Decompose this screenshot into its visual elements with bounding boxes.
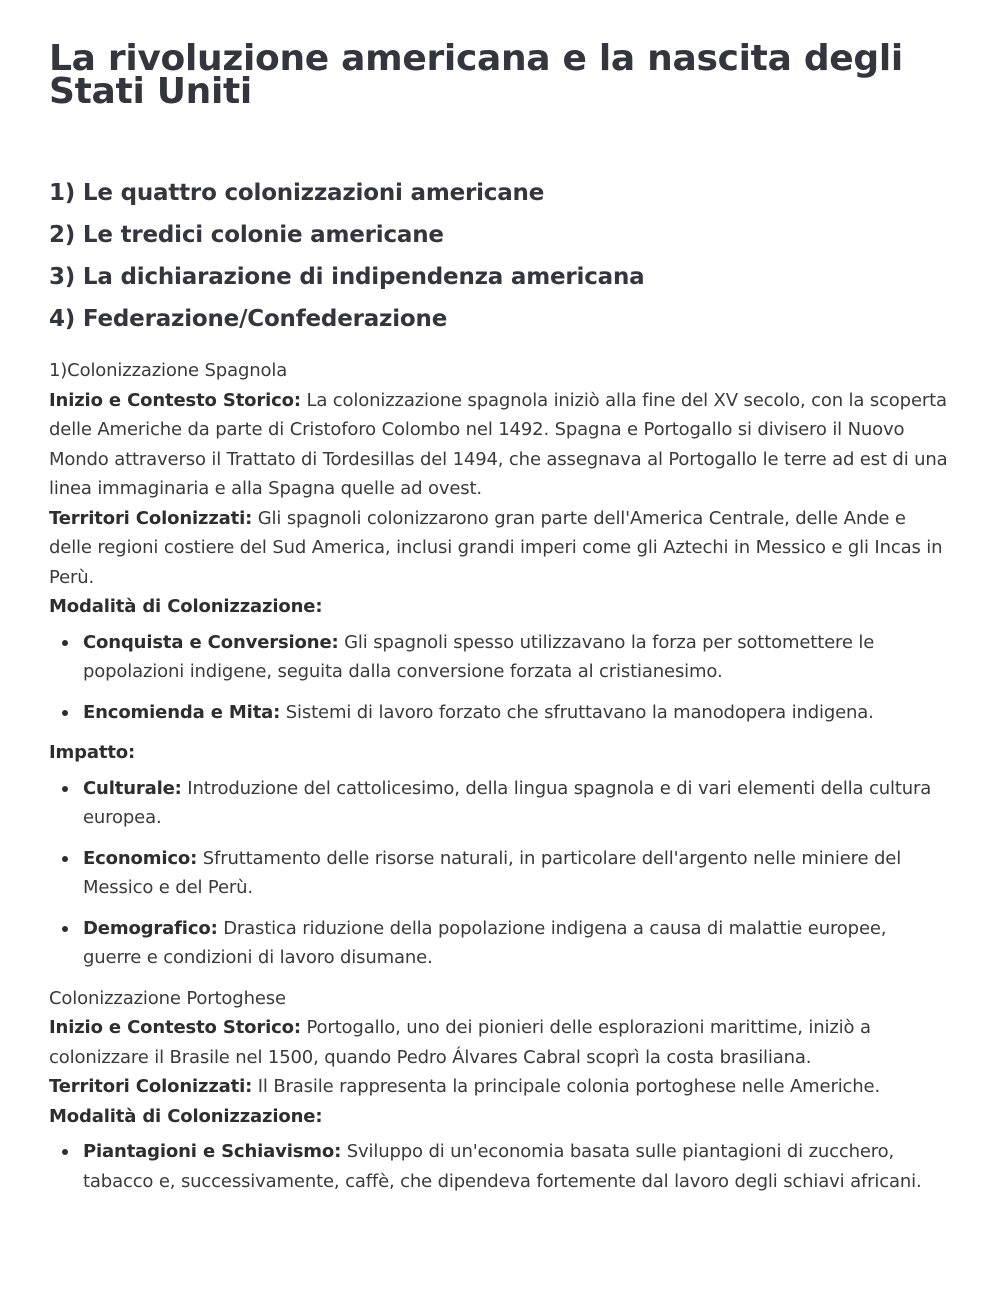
list-item (83, 914, 948, 973)
page-title: La rivoluzione americana e la nascita degli Stati Uniti (49, 38, 903, 112)
section-heading: 1)Colonizzazione Spagnola (49, 360, 288, 381)
toc-item: 3) La dichiarazione di indipendenza americana (49, 264, 645, 290)
bold-label: Modalità di Colonizzazione: (49, 596, 323, 617)
list-item-text: Gli spagnoli spesso utilizzavano la forza per sottomettere le popolazioni indigene, seguita dalla conversione forzata al cristianesimo. (83, 631, 875, 682)
list-item (83, 844, 948, 903)
paragraph-text: Portogallo, uno dei pionieri delle esplorazioni marittime, iniziò a colonizzare il Brasile nel 1500, quando Pedro Álvares Cabral scoprì la costa brasiliana. (49, 1017, 871, 1068)
bold-label: Economico: (83, 847, 198, 869)
bullet-list-modalita (49, 628, 948, 728)
paragraph-text: Il Brasile rappresenta la principale colonia portoghese nelle Americhe. (252, 1076, 881, 1097)
bold-label: Territori Colonizzati: (49, 507, 253, 529)
bold-label: Modalità di Colonizzazione: (49, 1105, 323, 1127)
bold-label: Conquista e Conversione: (83, 631, 339, 653)
list-item-text: Sfruttamento delle risorse naturali, in particolare dell'argento nelle miniere del Messico e del Perù. (83, 847, 902, 898)
section-portuguese-colonization (49, 984, 948, 1197)
paragraph-text: La colonizzazione spagnola iniziò alla fine del XV secolo, con la scoperta delle Americhe da parte di Cristoforo Colombo nel 1492. Spagna e Portogallo si divisero il Nuovo Mondo attraverso il Trattato di Tordesillas del 1494, che assegnava al Portogallo le terre ad est di una linea immaginaria e alla Spagna quelle ad ovest. (49, 389, 948, 499)
list-item (83, 1137, 948, 1196)
bold-label: Impatto: (49, 742, 136, 763)
subheading-impatto (49, 738, 948, 768)
toc-item: 1) Le quattro colonizzazioni americane (49, 180, 545, 206)
bold-label: Inizio e Contesto Storico: (49, 389, 301, 411)
list-item-text: Introduzione del cattolicesimo, della lingua spagnola e di vari elementi della cultura europea. (83, 777, 932, 828)
list-item-text: Sistemi di lavoro forzato che sfruttavano la manodopera indigena. (280, 701, 874, 723)
bold-label: Inizio e Contesto Storico: (49, 1017, 301, 1038)
bold-label: Piantagioni e Schiavismo: (83, 1141, 342, 1162)
section-spanish-colonization (49, 356, 948, 973)
bullet-list-modalita (49, 1137, 948, 1196)
bullet-list-impatto (49, 774, 948, 973)
list-item-text: Sviluppo di un'economia basata sulle piantagioni di zucchero, tabacco e, successivamente, caffè, che dipendeva fortemente dal lavoro degli schiavi africani. (83, 1141, 922, 1192)
subheading-modalita (49, 1102, 948, 1132)
bold-label: Culturale: (83, 777, 182, 799)
toc-item: 2) Le tredici colonie americane (49, 222, 444, 248)
bold-label: Territori Colonizzati: (49, 1076, 253, 1097)
paragraph-territori (49, 1072, 948, 1102)
document-body (49, 356, 948, 1196)
list-item (83, 774, 948, 833)
subheading-modalita (49, 592, 948, 622)
paragraph-territori (49, 504, 948, 593)
paragraph-inizio (49, 386, 948, 504)
toc-item: 4) Federazione/Confederazione (49, 306, 448, 332)
list-item-text: Drastica riduzione della popolazione indigena a causa di malattie europee, guerre e condizioni di lavoro disumane. (83, 917, 887, 968)
table-of-contents (49, 172, 948, 340)
paragraph-text: Gli spagnoli colonizzarono gran parte dell'America Centrale, delle Ande e delle regioni costiere del Sud America, inclusi grandi imperi come gli Aztechi in Messico e gli Incas in Perù. (49, 507, 943, 588)
bold-label: Demografico: (83, 917, 218, 939)
list-item (83, 628, 948, 687)
list-item (83, 698, 948, 728)
section-heading: Colonizzazione Portoghese (49, 987, 286, 1009)
bold-label: Encomienda e Mita: (83, 701, 281, 723)
paragraph-inizio (49, 1013, 948, 1072)
